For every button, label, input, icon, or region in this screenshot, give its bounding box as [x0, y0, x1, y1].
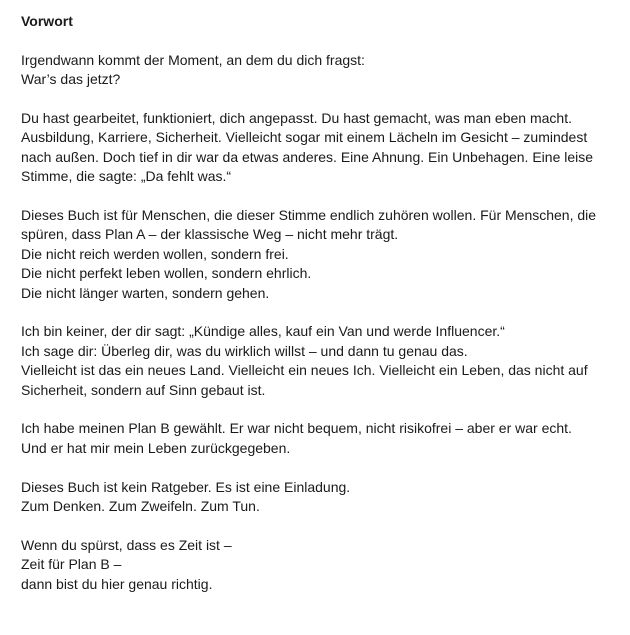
- text-line: Wenn du spürst, dass es Zeit ist –: [21, 536, 232, 553]
- text-line: Irgendwann kommt der Moment, an dem du dich fragst:: [21, 51, 365, 68]
- document-page: [21, 12, 621, 594]
- text-line: spüren, dass Plan A – der klassische Weg – nicht mehr trägt.: [21, 226, 399, 243]
- text-line: Vielleicht ist das ein neues Land. Vielleicht ein neues Ich. Vielleicht ein Leben, das nicht auf: [21, 362, 588, 379]
- paragraph-6: [21, 478, 621, 517]
- text-line: dann bist du hier genau richtig.: [21, 575, 213, 592]
- text-line: Ich sage dir: Überleg dir, was du wirklich willst – und dann tu genau das.: [21, 342, 468, 359]
- text-line: Und er hat mir mein Leben zurückgegeben.: [21, 439, 291, 456]
- text-line: Dieses Buch ist kein Ratgeber. Es ist eine Einladung.: [21, 478, 351, 495]
- paragraph-2: [21, 109, 621, 187]
- text-line: Ausbildung, Karriere, Sicherheit. Vielleicht sogar mit einem Lächeln im Gesicht – zumindest: [21, 129, 588, 146]
- text-line: Du hast gearbeitet, funktioniert, dich angepasst. Du hast gemacht, was man eben macht.: [21, 110, 572, 126]
- text-line: Die nicht reich werden wollen, sondern frei.: [21, 245, 289, 262]
- page-title: Vorwort: [21, 13, 73, 29]
- paragraph-5: [21, 419, 621, 458]
- text-line: Dieses Buch ist für Menschen, die dieser Stimme endlich zuhören wollen. Für Menschen, die: [21, 207, 597, 224]
- text-line: Sicherheit, sondern auf Sinn gebaut ist.: [21, 381, 266, 398]
- text-line: Zeit für Plan B –: [21, 556, 122, 573]
- paragraph-7: [21, 536, 621, 594]
- paragraph-3: [21, 206, 621, 303]
- text-line: Ich bin keiner, der dir sagt: „Kündige alles, kauf ein Van und werde Influencer.“: [21, 323, 505, 340]
- text-line: War’s das jetzt?: [21, 71, 121, 88]
- text-line: nach außen. Doch tief in dir war da etwas anderes. Eine Ahnung. Ein Unbehagen. Eine leise: [21, 148, 594, 165]
- text-line: Die nicht länger warten, sondern gehen.: [21, 284, 270, 301]
- text-line: Ich habe meinen Plan B gewählt. Er war nicht bequem, nicht risikofrei – aber er war echt.: [21, 420, 572, 437]
- text-line: Zum Denken. Zum Zweifeln. Zum Tun.: [21, 498, 260, 515]
- paragraph-4: [21, 322, 621, 400]
- paragraph-1: [21, 51, 621, 90]
- text-line: Stimme, die sagte: „Da fehlt was.“: [21, 168, 232, 185]
- text-line: Die nicht perfekt leben wollen, sondern ehrlich.: [21, 265, 312, 282]
